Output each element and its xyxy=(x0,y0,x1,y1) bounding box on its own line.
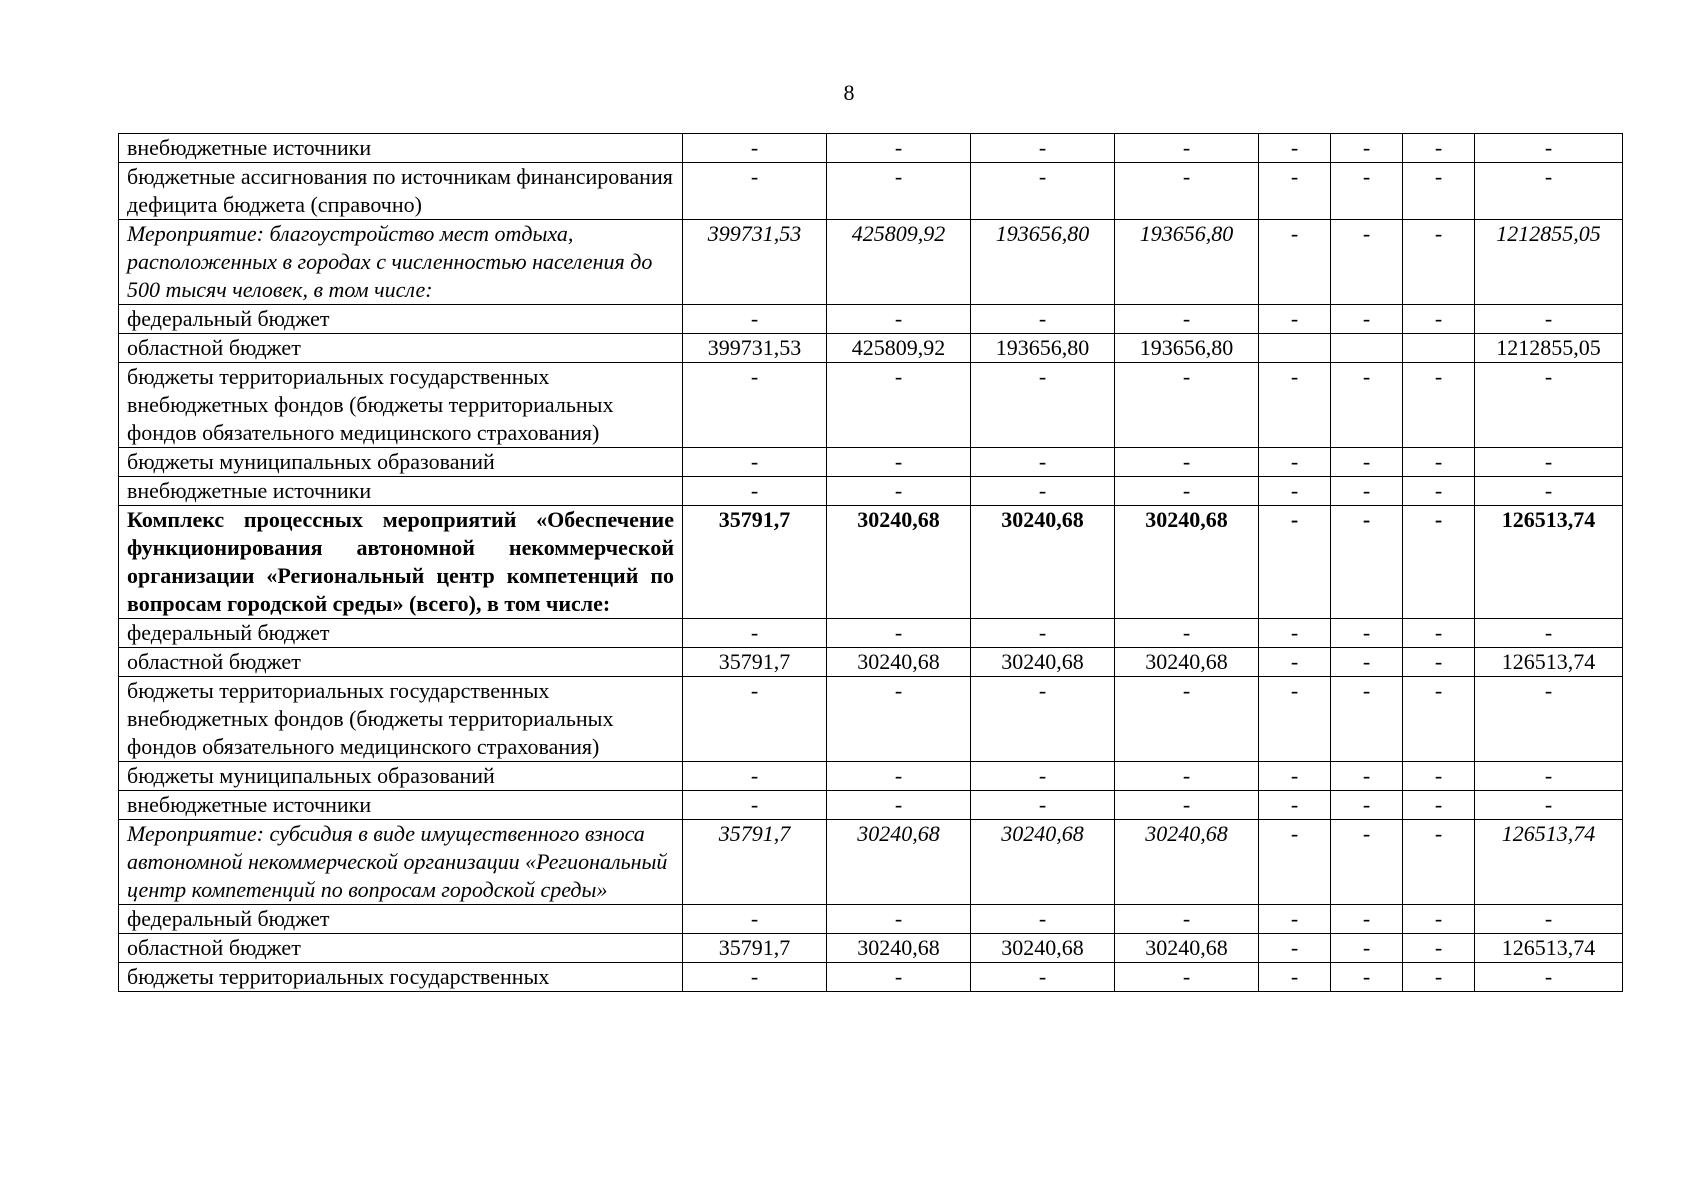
table-row xyxy=(119,477,1623,506)
value-cell: - xyxy=(1403,363,1475,448)
value-cell: - xyxy=(1331,905,1403,934)
value-cell: - xyxy=(1331,934,1403,963)
value-cell: - xyxy=(1331,305,1403,334)
value-cell: 126513,74 xyxy=(1475,934,1623,963)
value-cell: - xyxy=(1115,134,1259,163)
row-label: бюджеты муниципальных образований xyxy=(119,448,683,477)
value-cell: - xyxy=(683,305,827,334)
value-cell: - xyxy=(971,163,1115,220)
value-cell: - xyxy=(683,677,827,762)
value-cell: - xyxy=(1331,363,1403,448)
value-cell: - xyxy=(827,905,971,934)
value-cell: 35791,7 xyxy=(683,506,827,619)
value-cell: - xyxy=(683,448,827,477)
value-cell: - xyxy=(1331,220,1403,305)
value-cell: - xyxy=(1475,477,1623,506)
table-row xyxy=(119,791,1623,820)
value-cell: 30240,68 xyxy=(1115,820,1259,905)
value-cell: - xyxy=(1259,363,1331,448)
value-cell: - xyxy=(1403,905,1475,934)
row-label: областной бюджет xyxy=(119,648,683,677)
row-label: федеральный бюджет xyxy=(119,905,683,934)
value-cell: 30240,68 xyxy=(971,506,1115,619)
value-cell: 425809,92 xyxy=(827,220,971,305)
value-cell xyxy=(1403,334,1475,363)
value-cell: 35791,7 xyxy=(683,820,827,905)
value-cell: - xyxy=(971,134,1115,163)
value-cell: - xyxy=(971,305,1115,334)
value-cell: 399731,53 xyxy=(683,220,827,305)
value-cell: - xyxy=(1403,677,1475,762)
table-row xyxy=(119,506,1623,619)
value-cell: 30240,68 xyxy=(827,820,971,905)
value-cell: 30240,68 xyxy=(971,934,1115,963)
table-row xyxy=(119,820,1623,905)
value-cell: - xyxy=(683,963,827,992)
value-cell: - xyxy=(683,619,827,648)
row-label: внебюджетные источники xyxy=(119,791,683,820)
budget-table xyxy=(118,133,1623,992)
value-cell: - xyxy=(971,363,1115,448)
value-cell: - xyxy=(1331,648,1403,677)
value-cell: 30240,68 xyxy=(827,648,971,677)
row-label: федеральный бюджет xyxy=(119,305,683,334)
value-cell: - xyxy=(683,163,827,220)
value-cell: - xyxy=(1403,963,1475,992)
value-cell: - xyxy=(1403,506,1475,619)
row-label: областной бюджет xyxy=(119,334,683,363)
value-cell: - xyxy=(971,905,1115,934)
table-row xyxy=(119,305,1623,334)
value-cell: 30240,68 xyxy=(1115,506,1259,619)
value-cell: - xyxy=(1475,619,1623,648)
value-cell: 126513,74 xyxy=(1475,506,1623,619)
value-cell: 1212855,05 xyxy=(1475,220,1623,305)
value-cell: - xyxy=(1475,163,1623,220)
value-cell: - xyxy=(971,762,1115,791)
value-cell: - xyxy=(1475,134,1623,163)
value-cell: - xyxy=(1403,448,1475,477)
value-cell: 30240,68 xyxy=(971,648,1115,677)
value-cell: - xyxy=(1331,677,1403,762)
row-label: бюджеты территориальных государственных xyxy=(119,963,683,992)
value-cell: - xyxy=(1331,448,1403,477)
row-label: внебюджетные источники xyxy=(119,134,683,163)
value-cell: - xyxy=(1259,305,1331,334)
value-cell: 126513,74 xyxy=(1475,820,1623,905)
value-cell: - xyxy=(1115,963,1259,992)
value-cell: 193656,80 xyxy=(1115,334,1259,363)
row-label: федеральный бюджет xyxy=(119,619,683,648)
value-cell xyxy=(1331,334,1403,363)
value-cell: 30240,68 xyxy=(827,934,971,963)
table-row xyxy=(119,334,1623,363)
row-label: бюджеты муниципальных образований xyxy=(119,762,683,791)
value-cell: - xyxy=(1115,477,1259,506)
row-label: бюджетные ассигнования по источникам финансирования дефицита бюджета (справочно) xyxy=(119,163,683,220)
value-cell: 399731,53 xyxy=(683,334,827,363)
value-cell: 30240,68 xyxy=(971,820,1115,905)
value-cell: 193656,80 xyxy=(1115,220,1259,305)
value-cell: - xyxy=(683,762,827,791)
value-cell: - xyxy=(1115,363,1259,448)
value-cell: - xyxy=(1475,905,1623,934)
value-cell: - xyxy=(1475,791,1623,820)
value-cell: - xyxy=(1331,762,1403,791)
value-cell: 35791,7 xyxy=(683,648,827,677)
value-cell: 30240,68 xyxy=(1115,934,1259,963)
value-cell: - xyxy=(827,677,971,762)
value-cell: - xyxy=(1259,134,1331,163)
value-cell: - xyxy=(1115,677,1259,762)
value-cell: - xyxy=(971,477,1115,506)
value-cell: - xyxy=(1331,506,1403,619)
value-cell: - xyxy=(1259,477,1331,506)
value-cell: - xyxy=(683,363,827,448)
value-cell: - xyxy=(1115,619,1259,648)
table-row xyxy=(119,363,1623,448)
value-cell: - xyxy=(1475,677,1623,762)
value-cell: - xyxy=(1403,934,1475,963)
page-number: 8 xyxy=(843,80,855,105)
value-cell: - xyxy=(827,134,971,163)
value-cell: - xyxy=(1475,448,1623,477)
value-cell: - xyxy=(1475,305,1623,334)
row-label: областной бюджет xyxy=(119,934,683,963)
table-row xyxy=(119,648,1623,677)
value-cell: - xyxy=(1475,963,1623,992)
value-cell: - xyxy=(1115,305,1259,334)
value-cell: - xyxy=(1331,791,1403,820)
value-cell: - xyxy=(683,134,827,163)
table-row xyxy=(119,448,1623,477)
value-cell: - xyxy=(1259,934,1331,963)
value-cell: - xyxy=(1259,820,1331,905)
value-cell: - xyxy=(1259,506,1331,619)
value-cell: 126513,74 xyxy=(1475,648,1623,677)
value-cell: - xyxy=(827,963,971,992)
table-row xyxy=(119,163,1623,220)
value-cell: - xyxy=(827,363,971,448)
table-row xyxy=(119,963,1623,992)
value-cell: - xyxy=(1403,477,1475,506)
table-row xyxy=(119,762,1623,791)
value-cell: - xyxy=(1331,477,1403,506)
value-cell: - xyxy=(1259,163,1331,220)
table-row xyxy=(119,905,1623,934)
value-cell: - xyxy=(1403,305,1475,334)
value-cell: - xyxy=(1259,448,1331,477)
value-cell: - xyxy=(1259,762,1331,791)
value-cell: - xyxy=(827,305,971,334)
budget-table-body xyxy=(119,134,1623,992)
value-cell: - xyxy=(1403,762,1475,791)
value-cell: - xyxy=(1115,791,1259,820)
value-cell: - xyxy=(827,762,971,791)
row-label: внебюджетные источники xyxy=(119,477,683,506)
value-cell: - xyxy=(1403,220,1475,305)
table-row xyxy=(119,134,1623,163)
row-label: бюджеты территориальных государственных внебюджетных фондов (бюджеты территориальных фондов обязательного медицинского страхования) xyxy=(119,677,683,762)
value-cell: - xyxy=(1259,905,1331,934)
value-cell: - xyxy=(1259,677,1331,762)
value-cell: - xyxy=(1115,163,1259,220)
value-cell: - xyxy=(1475,363,1623,448)
table-row xyxy=(119,677,1623,762)
value-cell: - xyxy=(1115,762,1259,791)
table-row xyxy=(119,619,1623,648)
value-cell xyxy=(1259,334,1331,363)
value-cell: - xyxy=(1331,134,1403,163)
value-cell: - xyxy=(1259,619,1331,648)
row-label: Комплекс процессных мероприятий «Обеспечение функционирования автономной некоммерческой организации «Региональный центр компетенций по вопросам городской среды» (всего), в том числе: xyxy=(119,506,683,619)
value-cell: - xyxy=(1403,820,1475,905)
value-cell: - xyxy=(1403,648,1475,677)
row-label: Мероприятие: благоустройство мест отдыха, расположенных в городах с численностью населения до 500 тысяч человек, в том числе: xyxy=(119,220,683,305)
row-label: бюджеты территориальных государственных внебюджетных фондов (бюджеты территориальных фондов обязательного медицинского страхования) xyxy=(119,363,683,448)
value-cell: 193656,80 xyxy=(971,334,1115,363)
value-cell: - xyxy=(1403,791,1475,820)
value-cell: 35791,7 xyxy=(683,934,827,963)
value-cell: - xyxy=(971,963,1115,992)
value-cell: - xyxy=(827,619,971,648)
value-cell: - xyxy=(1115,448,1259,477)
value-cell: - xyxy=(971,619,1115,648)
value-cell: - xyxy=(971,677,1115,762)
value-cell: - xyxy=(683,791,827,820)
value-cell: - xyxy=(683,477,827,506)
value-cell: - xyxy=(827,163,971,220)
value-cell: - xyxy=(1403,619,1475,648)
value-cell: - xyxy=(1259,963,1331,992)
value-cell: - xyxy=(1475,762,1623,791)
value-cell: 425809,92 xyxy=(827,334,971,363)
row-label: Мероприятие: субсидия в виде имущественного взноса автономной некоммерческой организации «Региональный центр компетенций по вопросам городской среды» xyxy=(119,820,683,905)
value-cell: - xyxy=(1331,963,1403,992)
value-cell: - xyxy=(827,477,971,506)
value-cell: - xyxy=(1115,905,1259,934)
value-cell: 193656,80 xyxy=(971,220,1115,305)
value-cell: - xyxy=(827,448,971,477)
value-cell: - xyxy=(1403,163,1475,220)
value-cell: - xyxy=(1331,820,1403,905)
value-cell: 30240,68 xyxy=(827,506,971,619)
value-cell: - xyxy=(827,791,971,820)
table-row xyxy=(119,934,1623,963)
value-cell: - xyxy=(1403,134,1475,163)
value-cell: - xyxy=(1259,791,1331,820)
table-row xyxy=(119,220,1623,305)
value-cell: 30240,68 xyxy=(1115,648,1259,677)
value-cell: - xyxy=(1331,163,1403,220)
value-cell: - xyxy=(971,791,1115,820)
value-cell: - xyxy=(1259,220,1331,305)
value-cell: - xyxy=(971,448,1115,477)
value-cell: - xyxy=(1331,619,1403,648)
value-cell: - xyxy=(1259,648,1331,677)
value-cell: 1212855,05 xyxy=(1475,334,1623,363)
value-cell: - xyxy=(683,905,827,934)
